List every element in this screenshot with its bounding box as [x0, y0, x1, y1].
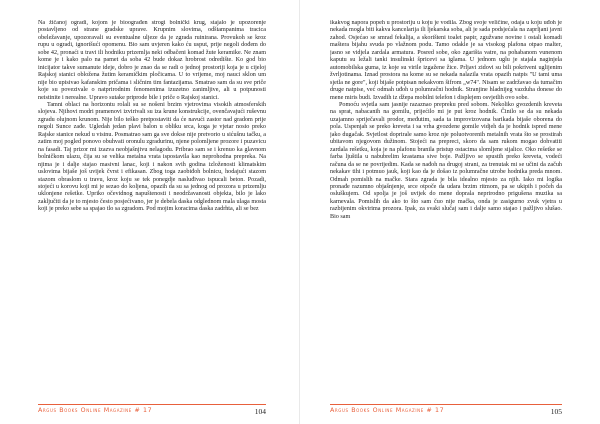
paragraph: Na žičanoj ogradi, kojom je bioograđen strogi bolnički krug, stajalo je upozorenje postavljeno od strane gradske uprave. Krupnim slovima, odštampanima tracica obeležavanje, upozoravali su eventualne uljeze da je zgrada ruinirana. Provukoh se kroz rupu u ogradi, ignorišući opomenu. Bio sam uvjeren kako ću usput, prije negoli dođem do sobe 42, pronaći u travi ili hodniku prizemlja neki odbačeni komad žute keramike. Ne znam kome je i kako palo na pamet da soba 42 bude dokaz hrobrost odredište. Ko god bio inicijator takve sumanute ideje, dobro je znao da se radi o jednoj prostoriji koja je u cijeloj Rajskoj stanici obložena žutim keramičkim pločicama. U to vrijeme, moj nauci sklon um nije bio upisivao kafanskim pričama i sličnim tim fantazijama. Smatrao sam da su sve priče koje su povezivale o natprirodnim fenomenima izuzetno zanimljive, ali u potpunosti neistinite i nerealne. Upravo sutake priprode bile i priče o Rajskoj stanici. [38, 20, 266, 101]
footer-rule [330, 404, 562, 405]
left-page-footer [38, 404, 266, 416]
paragraph: Pomoću svjetla sam jasnije razaznao prepreku pred sobom. Nekoliko gvozdenih kreveta na sprat, nabacanih na gomilu, prijećilo mi je put kroz hodnik. Činilo se da su nekada uzajamno spriječavali prodor, međutim, sada ta improvizovana barikada bijaše oborena do pola. Uspenjah se preko kreveta i sa vrha gvozdene gomile vidjeh da je hodnik ispred mene jako dugačak. Svjetlost doprirale samo kroz nje poluotvorenih metalnih vrata što se prostirah ubitavom njegovom dužinom. Stojeći na prepreci, skoro da sam rukom mogao dohvatiti zardala rešetku, koja je na plafonu branila pristup ostacima slomljene sijalice. Oko rešetke se farba ljuštila u nabubrelim krastama sive boje. Pažljivo se spustih preko kreveta, vodeći računa da se ne povrijedim. Kada se nađoh na drugoj strani, za trenutak mi se učini da začuh nekakav tihi i potmuo jauk, koji kao da je došao iz polumračne utrobe hodnika preda mnom. Odmah pomislih na mačke. Stara zgrada je bila idealno mjesto za njih. Iako mi logika pronađe razumno objašnjenje, srce otpoče da udara brzim ritmom, pa se ukipih i počeh da osluškujem. Od spolja je još uvijek do mene doprala neprirodno prigušena muzika sa karnevala. Pomislih da ako to što sam čuo nije mačka, onda je zasigurno zvuk vjetra u razbijenim okvirima prozora. Ipak, za svaki slučaj sam i dalje samo stajao i pažljivo slušao. Bio sam [330, 101, 562, 220]
magazine-name: Argus Books Online Magazine # 17 [38, 407, 153, 414]
footer-rule [38, 404, 266, 405]
right-page [300, 0, 600, 424]
magazine-name: Argus Books Online Magazine # 17 [330, 407, 445, 414]
page-number: 104 [254, 406, 266, 416]
right-page-body [330, 20, 562, 398]
page-number: 105 [550, 406, 562, 416]
paragraph: ikakvog napora popeh u prostoriju u koju je vodila. Zbog svoje veličine, odaja u koju uđoh je nekada mogla biti kakva kancelarija ili ljekarska soba, ali je sada podsjećala na zaprljani javni zahod. Osjećao se smrad fekalija, a skorišteni toalet papir, zgužvane novine i ostali komadi mašterа bijahu svuda po vlažnom podu. Tamo odakle je sa visokog plafona otpao malter, jasno se vidjela zardala armatura. Posred sobe, oko zgarišta vatre, na pohabanom vunenom kaputu su ležali tanki insulinski špricevi sa iglama. U jednom uglu je stajala naginjela automobilska guma, iz koje su virile izgažene žice. Prljavi zidovi su bili pokriveni uglijenim žvrljotinama. Iznad prostora na kome su se nekada nalazila vrata opazih natpis "U tami uma sjetla ne gore", koji bijaše potpisan nekakvom šifrom „w74". Nisam se zadržavao da tumačim druge natpise, već odmah uđoh u polumračni hodnik. Stranjine hladnijeg vazduha donese do mene miris budi. Izvadih iz džepa mobilni telefon i displejem osvjetlih ovo sobe. [330, 20, 562, 101]
left-page-body [38, 20, 266, 398]
paragraph: Tamni oblaci na horizontu rolali su se nošeni brzim vjetrovima visokih atmosferskih slojeva. Njihovi modri pramenovi izvirivali su iza krune konstrukcije, ovenčavajući ruševnu zgradu olujnom krunom. Nije bilo teško pretpostaviti da će navući zastor nad gradom prije negoli Sunce zađe. Ugledah jedan plavi balon u obliku srca, koga je vjetar nosio preko Rajske stanice nekud u visinu. Posmatrao sam ga sve dokse nije pretvorio u sićušnu tačku, a zatim moj pogled ponovo obuhvati oronulu zgradurinu, njene polomljene prozore i puzavicu na fasadi. Taj prizor mi izazva neobjašnjivu nelagodu. Pribrao sam se i krenuo ka glavnom bolničkom ulazu, čija su se velika metalna vrata ispostavila kao neprohodna prepreka. Na njima je i dalje stajao masivni lanac, koji i nakon svih godina izloženosti klimatskim uslovima bijaše još uvijek čvrst i efikasan. Zbog toga zaobiđoh bolnicu, hodajući stazom stazom obraslom u travu, kroz koju se tek ponegdje nasluđivao ispucali beton. Pozadi, stojeći u korovu koji mi je sezao do koljena, opazih da su sa jednog od prozora u prizemlju uklonjene rešetke. Upriko očevidnog napuštenosti i neodržavanosti objekta, bilo je lako zaključiti da je to mjesto često posjećivano, jer je debela daska odglednom mala ulaga mosta koji je preko sebe sa spajao tlo sa zgradom. Pod mojim koracima daska zadrhta, ali se bez [38, 101, 266, 213]
right-page-footer [330, 404, 562, 416]
